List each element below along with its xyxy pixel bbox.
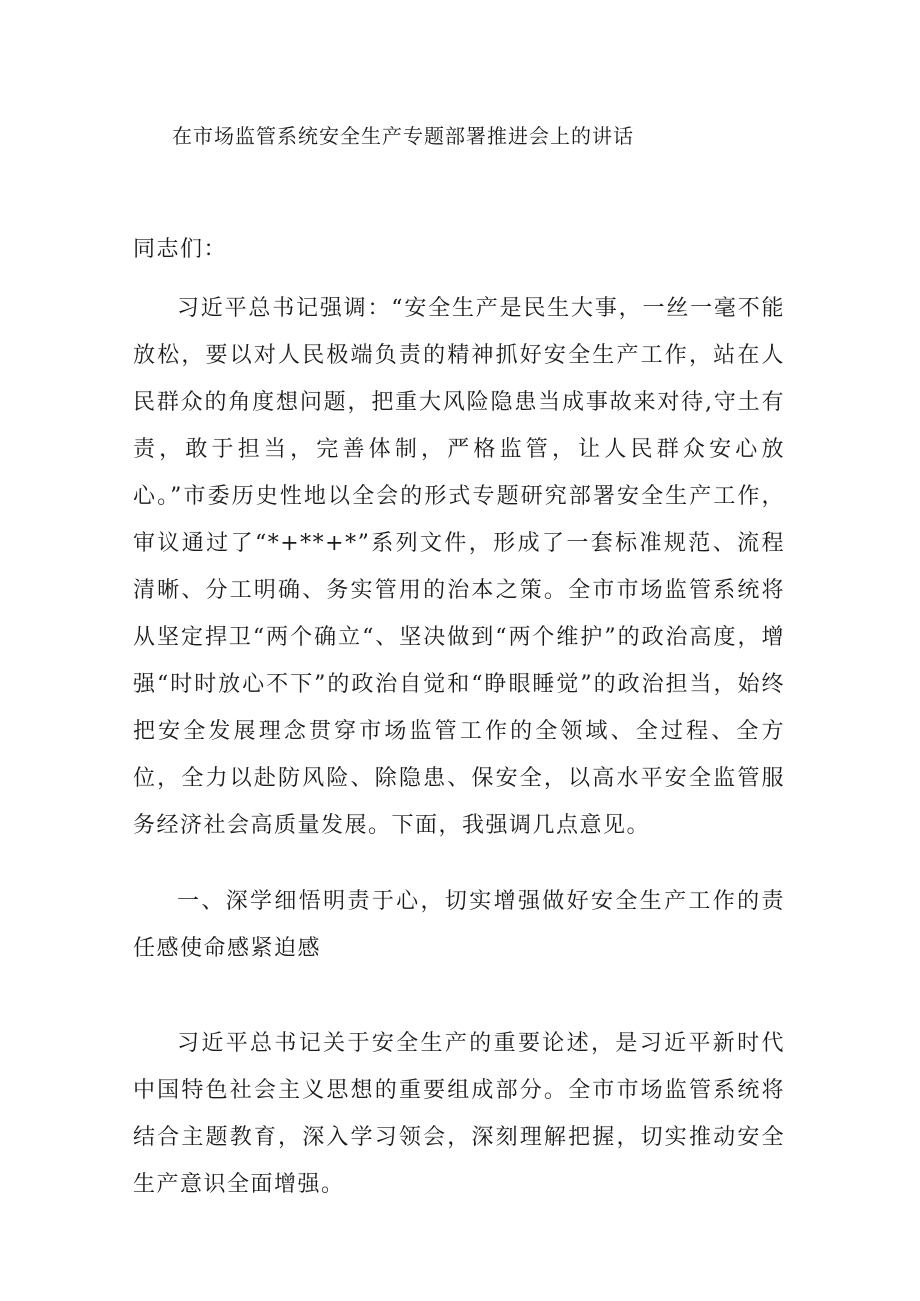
body-paragraph: 习近平总书记强调：“安全生产是民生大事，一丝一毫不能放松，要以对人民极端负责的精神抓好安全生产工作，站在人民群众的角度想问题，把重大风险隐患当成事故来对待,守土有责，敢于担当，完善体制，严格监管，让人民群众安心放心。”市委历史性地以全会的形式专题研究部署安全生产工作，审议通过了“*+**+*”系列文件，形成了一套标准规范、流程清晰、分工明确、务实管用的治本之策。全市市场监管系统将从坚定捍卫“两个确立“、坚决做到“两个维护”的政治高度，增强“时时放心不下”的政治自觉和“睁眼睡觉”的政治担当，始终把安全发展理念贯穿市场监管工作的全领域、全过程、全方位，全力以赴防风险、除隐患、保安全，以高水平安全监管服务经济社会高质量发展。下面，我强调几点意见。 (133, 296, 785, 838)
section-paragraph: 习近平总书记关于安全生产的重要论述，是习近平新时代中国特色社会主义思想的重要组成部分。全市市场监管系统将结合主题教育，深入学习领会，深刻理解把握，切实推动安全生产意识全面增强。 (133, 1031, 785, 1197)
salutation: 同志们： (133, 237, 228, 262)
section-heading: 一、深学细悟明责于心，切实增强做好安全生产工作的责任感使命感紧迫感 (133, 889, 785, 961)
document-title: 在市场监管系统安全生产专题部署推进会上的讲话 (172, 124, 634, 148)
